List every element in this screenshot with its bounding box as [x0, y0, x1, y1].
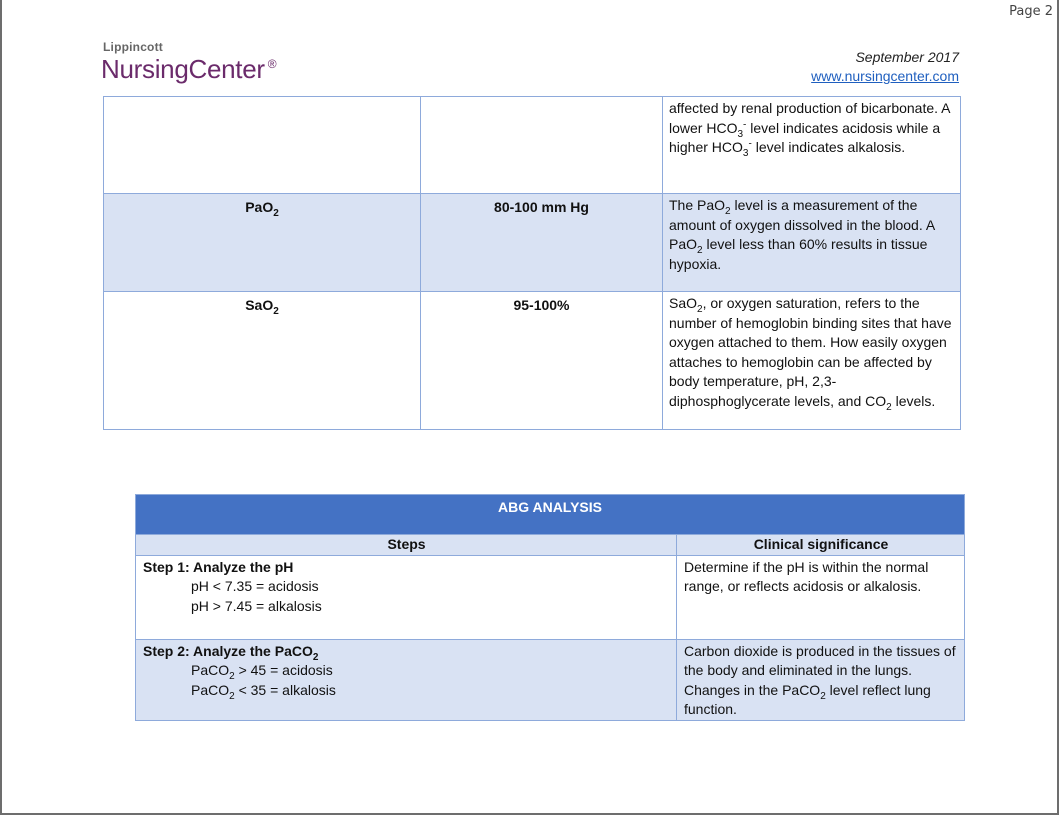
step2-line1: PaCO$_2$ > 45 = acidosis	[191, 662, 333, 682]
table-header-row	[136, 535, 965, 556]
header-date: September 2017	[855, 49, 959, 65]
table-cell	[421, 97, 663, 194]
step2-title: Step 2: Analyze the PaCO$_2$	[143, 642, 319, 663]
registered-mark: ®	[267, 57, 277, 72]
brand-lippincott: Lippincott	[103, 40, 163, 54]
lab-values-table	[103, 96, 961, 430]
sao2-name: SaO$_2$	[104, 292, 421, 430]
pao2-description: The PaO$_2$ level is a measurement of the amount of oxygen dissolved in the blood. A PaO$_2$ level less than 60% results in tissue hypoxia.	[663, 194, 961, 292]
hco3-description: affected by renal production of bicarbonate. A lower $HCO_3^-$ level indicates acidosis while a higher $HCO_3^-$ level indicates alkalosis.	[663, 97, 961, 194]
col-header-steps: Steps	[136, 535, 677, 556]
step1-significance: Determine if the pH is within the normal range, or reflects acidosis or alkalosis.	[677, 555, 965, 639]
table-row	[104, 292, 961, 430]
table-cell	[104, 97, 421, 194]
step1-line1: pH < 7.35 = acidosis	[191, 578, 319, 594]
table-row	[136, 639, 965, 720]
step2-line2: PaCO$_2$ < 35 = alkalosis	[191, 681, 336, 702]
page-number-label: Page 2	[1009, 4, 1053, 19]
header-url-link[interactable]: www.nursingcenter.com	[811, 68, 959, 84]
brand-logo	[101, 54, 276, 85]
abg-table-title: ABG ANALYSIS	[136, 495, 965, 535]
step1-title: Step 1: Analyze the pH	[143, 558, 294, 575]
table-row	[104, 194, 961, 292]
abg-analysis-table	[135, 494, 965, 721]
sao2-description: SaO$_2$, or oxygen saturation, refers to the number of hemoglobin binding sites that have oxygen attached to them. How easily oxygen attaches to hemoglobin can be affected by body temperature, pH, 2,3-diphosphoglycerate levels, and $CO_2$ levels.	[663, 292, 961, 430]
step2-significance: Carbon dioxide is produced in the tissues of the body and eliminated in the lungs. Changes in the PaCO$_2$ level reflect lung function.	[677, 639, 965, 720]
table-row	[104, 97, 961, 194]
table-row	[136, 555, 965, 639]
step1-line2: pH > 7.45 = alkalosis	[191, 597, 322, 614]
table-title-row	[136, 495, 965, 535]
pao2-range: 80-100 mm Hg	[421, 194, 663, 292]
sao2-range: 95-100%	[421, 292, 663, 430]
step2-cell	[136, 639, 677, 720]
step1-cell	[136, 555, 677, 639]
pao2-name: PaO$_2$	[104, 194, 421, 292]
brand-name: NursingCenter	[101, 54, 265, 84]
col-header-significance: Clinical significance	[677, 535, 965, 556]
